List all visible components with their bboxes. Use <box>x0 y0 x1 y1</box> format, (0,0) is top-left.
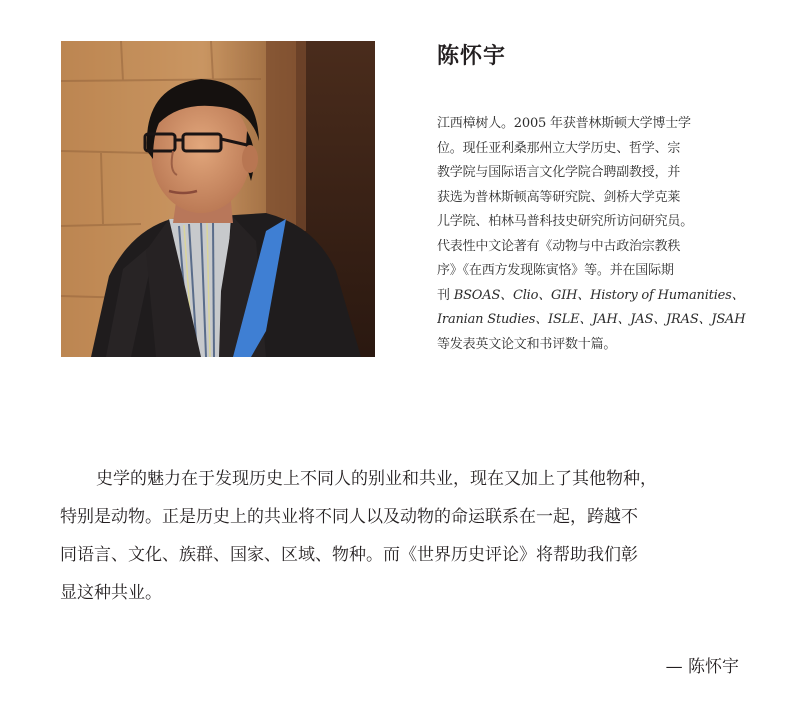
author-name: 陈怀宇 <box>437 44 507 69</box>
bio-line: 获选为普林斯顿高等研究院、剑桥大学克莱 <box>437 189 681 205</box>
bio-line: 序》《在西方发现陈寅恪》等。并在国际期 <box>437 263 674 278</box>
bio-line: 等发表英文论文和书评数十篇。 <box>437 336 617 352</box>
bio-line: 位。现任亚利桑那州立大学历史、哲学、宗 <box>437 140 681 156</box>
bio-journals-line <box>437 308 749 333</box>
bio-journals-list: BSOAS、Clio、GIH、History of Humanities、 <box>453 287 745 303</box>
bio-journals-list: Iranian Studies、ISLE、JAH、JAS、JRAS、JSAH <box>437 312 746 327</box>
quote-line: 特别是动物。正是历史上的共业将不同人以及动物的命运联系在一起，跨越不 <box>60 507 638 527</box>
author-quote <box>60 460 750 612</box>
bio-line: 儿学院、柏林马普科技史研究所访问研究员。 <box>437 214 694 229</box>
quote-line: 史学的魅力在于发现历史上不同人的别业和共业，现在又加上了其他物种， <box>96 469 657 489</box>
quote-line: 同语言、文化、族群、国家、区域、物种。而《世界历史评论》将帮助我们彰 <box>60 545 638 565</box>
bio-line: 代表性中文论著有《动物与中古政治宗教秩 <box>437 238 681 254</box>
bio-line: 教学院与国际语言文化学院合聘副教授，并 <box>437 165 681 180</box>
author-bio <box>437 112 749 357</box>
quote-line: 显这种共业。 <box>60 583 162 603</box>
bio-journals-prefix: 刊 <box>437 287 454 303</box>
bio-line: 江西樟树人。2005 年获普林斯顿大学博士学 <box>437 116 691 131</box>
author-portrait <box>61 41 375 357</box>
bio-journals-line <box>437 284 749 309</box>
quote-signature: — 陈怀宇 <box>665 657 739 677</box>
portrait-photo-icon <box>61 41 375 357</box>
